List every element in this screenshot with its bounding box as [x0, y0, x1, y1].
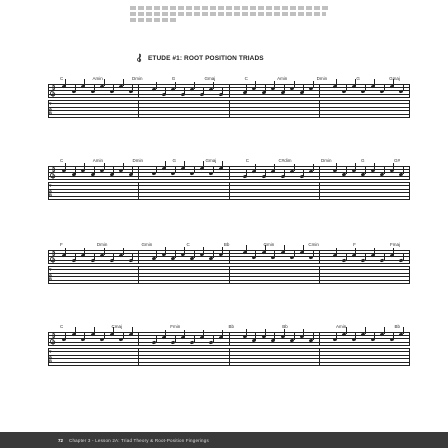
note-stem — [213, 335, 214, 342]
note-stem — [393, 332, 394, 339]
note-stem — [265, 245, 266, 252]
chord-symbol: G — [171, 76, 176, 81]
chord-symbol: Dmin — [96, 242, 108, 247]
tab-clef-letter: A — [49, 271, 52, 277]
chord-symbol: C#dim — [278, 158, 292, 163]
note-stem — [303, 245, 304, 252]
chord-symbol: F — [353, 242, 356, 247]
note-stem — [94, 167, 95, 174]
intro-line — [130, 6, 328, 10]
note-stem — [274, 164, 275, 171]
barline — [229, 166, 230, 180]
note-stem — [313, 164, 314, 171]
music-system — [48, 166, 410, 200]
tab-barline — [409, 100, 410, 118]
tab-clef — [49, 184, 55, 198]
note-stem — [265, 169, 266, 176]
page-number: 72 — [58, 437, 64, 443]
note-stem — [284, 329, 285, 336]
tab-barline — [409, 266, 410, 284]
intro-line — [130, 18, 178, 22]
note-stem — [274, 250, 275, 257]
chord-symbol: Cmin — [308, 242, 319, 247]
tab-barline — [229, 100, 230, 118]
tab-barline — [319, 100, 320, 118]
note-stem — [336, 248, 337, 255]
chord-symbol: Gmaj — [205, 158, 217, 163]
chord-symbol: G — [172, 158, 176, 163]
tab-barline — [48, 348, 49, 366]
tab-clef-letter: A — [49, 105, 52, 111]
barline — [229, 84, 230, 98]
note-stem — [184, 330, 185, 337]
treble-clef-icon — [49, 330, 57, 348]
note-stem — [123, 248, 124, 255]
note-stem — [184, 161, 185, 168]
notation-staff — [48, 250, 410, 264]
note-stem — [65, 332, 66, 339]
note-stem — [104, 79, 105, 86]
note-stem — [294, 333, 295, 340]
treble-clef-icon — [49, 82, 57, 100]
music-system — [48, 250, 410, 284]
note-stem — [175, 82, 176, 89]
note-stem — [355, 79, 356, 86]
note-stem — [175, 166, 176, 173]
tab-clef-letter: A — [49, 187, 52, 193]
note-stem — [384, 327, 385, 334]
tab-barline — [138, 348, 139, 366]
note-stem — [246, 245, 247, 252]
tab-clef-letter: B — [49, 192, 52, 197]
note-stem — [294, 164, 295, 171]
note-stem — [156, 335, 157, 342]
note-stem — [132, 327, 133, 334]
chord-symbol: Dmin — [316, 76, 328, 81]
chord-symbol: Gmaj — [389, 76, 400, 81]
tab-clef-letter: B — [49, 358, 52, 363]
note-stem — [374, 79, 375, 86]
chord-symbol: Amin — [335, 324, 347, 329]
barline — [409, 250, 410, 264]
note-stem — [84, 248, 85, 255]
tab-clef-letter: A — [49, 353, 52, 359]
chord-symbol: G — [356, 76, 360, 81]
note-stem — [156, 166, 157, 173]
note-stem — [374, 332, 375, 339]
chord-symbol: C — [186, 242, 190, 247]
note-stem — [284, 245, 285, 252]
note-stem — [203, 87, 204, 94]
note-stem — [336, 332, 337, 339]
note-stem — [123, 79, 124, 86]
chord-symbol: Amin — [277, 76, 288, 81]
barline — [409, 84, 410, 98]
note-stem — [355, 332, 356, 339]
note-stem — [184, 247, 185, 254]
note-stem — [194, 335, 195, 342]
note-stem — [393, 248, 394, 255]
tab-barline — [319, 348, 320, 366]
notation-staff — [48, 166, 410, 180]
chord-symbol: Dmin — [132, 76, 143, 81]
tab-clef-letter: B — [49, 276, 52, 281]
note-stem — [365, 167, 366, 174]
note-stem — [294, 81, 295, 88]
tab-barline — [409, 348, 410, 366]
note-stem — [384, 167, 385, 174]
tab-clef-letter: T — [49, 183, 52, 188]
treble-clef-icon — [135, 53, 144, 63]
note-stem — [384, 84, 385, 91]
tab-barline — [229, 182, 230, 200]
chord-symbol: Fmin — [170, 324, 181, 329]
note-stem — [84, 332, 85, 339]
barline — [409, 332, 410, 346]
notation-staff — [48, 84, 410, 98]
note-stem — [303, 169, 304, 176]
page-footer — [0, 432, 448, 448]
barline — [319, 166, 320, 180]
note-stem — [303, 85, 304, 92]
note-stem — [94, 253, 95, 260]
chord-symbol: C — [60, 76, 64, 81]
etude-heading — [135, 52, 264, 64]
barline — [138, 84, 139, 98]
chord-symbol: Dmin — [132, 158, 143, 163]
chord-symbol: G# — [393, 158, 400, 163]
note-stem — [274, 333, 275, 340]
note-stem — [165, 247, 166, 254]
note-stem — [403, 253, 404, 260]
note-stem — [284, 85, 285, 92]
note-stem — [156, 251, 157, 258]
note-stem — [132, 253, 133, 260]
chord-symbols-row — [60, 158, 400, 165]
note-stem — [365, 327, 366, 334]
barline — [319, 250, 320, 264]
note-stem — [184, 87, 185, 94]
tab-barline — [138, 266, 139, 284]
note-stem — [403, 167, 404, 174]
note-stem — [336, 79, 337, 86]
note-stem — [313, 81, 314, 88]
note-stem — [403, 327, 404, 334]
note-stem — [75, 167, 76, 174]
note-stem — [222, 247, 223, 254]
note-stem — [104, 248, 105, 255]
tab-barline — [48, 266, 49, 284]
chord-symbol: Bb — [394, 324, 400, 329]
note-stem — [355, 163, 356, 170]
barline — [229, 250, 230, 264]
chord-symbols-row — [60, 76, 400, 83]
tab-barline — [48, 182, 49, 200]
tab-barline — [48, 100, 49, 118]
tab-barline — [138, 100, 139, 118]
tab-clef-letter: T — [49, 349, 52, 354]
chord-symbol: G — [360, 158, 365, 163]
note-stem — [255, 81, 256, 88]
chord-symbol: Gmaj — [204, 76, 216, 81]
tab-clef — [49, 350, 55, 364]
note-stem — [346, 84, 347, 91]
note-stem — [194, 166, 195, 173]
note-stem — [213, 166, 214, 173]
tab-barline — [138, 182, 139, 200]
note-stem — [65, 248, 66, 255]
note-stem — [365, 253, 366, 260]
note-stem — [265, 85, 266, 92]
note-stem — [374, 248, 375, 255]
note-stem — [194, 251, 195, 258]
note-stem — [255, 250, 256, 257]
note-stem — [113, 253, 114, 260]
barline — [138, 332, 139, 346]
chord-symbol: F — [60, 242, 63, 247]
note-stem — [313, 333, 314, 340]
tab-barline — [229, 348, 230, 366]
note-stem — [246, 85, 247, 92]
note-stem — [75, 84, 76, 91]
tab-barline — [319, 266, 320, 284]
treble-clef-icon — [49, 248, 57, 266]
note-stem — [294, 250, 295, 257]
note-stem — [393, 79, 394, 86]
note-stem — [346, 327, 347, 334]
barline — [138, 250, 139, 264]
note-stem — [75, 253, 76, 260]
barline — [48, 332, 49, 346]
treble-clef-icon — [49, 164, 57, 182]
tab-barline — [229, 266, 230, 284]
note-stem — [113, 167, 114, 174]
note-stem — [84, 163, 85, 170]
note-stem — [403, 84, 404, 91]
tab-clef-letter: B — [49, 110, 52, 115]
tab-clef — [49, 268, 55, 282]
note-stem — [255, 333, 256, 340]
note-stem — [213, 82, 214, 89]
note-stem — [113, 327, 114, 334]
chord-symbol: Cmaj — [111, 324, 122, 329]
note-stem — [346, 253, 347, 260]
music-system — [48, 84, 410, 118]
note-stem — [384, 253, 385, 260]
tablature-staff — [48, 182, 410, 200]
music-system — [48, 332, 410, 366]
note-stem — [222, 161, 223, 168]
note-stem — [104, 163, 105, 170]
tab-barline — [319, 182, 320, 200]
tablature-staff — [48, 100, 410, 118]
barline — [48, 250, 49, 264]
chord-symbol: C — [60, 324, 64, 329]
barline — [319, 332, 320, 346]
note-stem — [132, 84, 133, 91]
chord-symbol: Bb — [228, 324, 234, 329]
tab-clef — [49, 102, 55, 116]
chord-symbol: Amin — [92, 158, 103, 163]
note-stem — [313, 250, 314, 257]
note-stem — [65, 79, 66, 86]
chord-symbol: Bb — [282, 324, 288, 329]
note-stem — [393, 163, 394, 170]
tablature-staff — [48, 348, 410, 366]
barline — [138, 166, 139, 180]
note-stem — [84, 79, 85, 86]
note-stem — [222, 87, 223, 94]
barline — [229, 332, 230, 346]
note-stem — [165, 330, 166, 337]
note-stem — [165, 161, 166, 168]
chord-symbol: C — [245, 158, 249, 163]
note-stem — [284, 169, 285, 176]
note-stem — [222, 330, 223, 337]
note-stem — [113, 84, 114, 91]
note-stem — [246, 169, 247, 176]
barline — [48, 166, 49, 180]
note-stem — [194, 82, 195, 89]
chord-symbol: Amin — [92, 76, 103, 81]
note-stem — [374, 163, 375, 170]
note-stem — [203, 247, 204, 254]
tab-clef-letter: T — [49, 101, 52, 106]
note-stem — [355, 248, 356, 255]
note-stem — [274, 81, 275, 88]
note-stem — [265, 329, 266, 336]
note-stem — [156, 82, 157, 89]
note-stem — [123, 332, 124, 339]
intro-paragraph — [130, 6, 330, 24]
chord-symbol: C — [60, 158, 64, 163]
chord-symbol: C — [244, 76, 248, 81]
intro-line — [130, 12, 326, 16]
note-stem — [365, 84, 366, 91]
note-stem — [346, 167, 347, 174]
note-stem — [213, 251, 214, 258]
note-stem — [94, 84, 95, 91]
note-stem — [75, 327, 76, 334]
tablature-staff — [48, 266, 410, 284]
chord-symbol: Fmaj — [389, 242, 400, 247]
note-stem — [303, 329, 304, 336]
notation-staff — [48, 332, 410, 346]
note-stem — [175, 335, 176, 342]
chord-symbol: Gmin — [141, 242, 153, 247]
note-stem — [94, 327, 95, 334]
barline — [319, 84, 320, 98]
etude-title: ETUDE #1: ROOT POSITION TRIADS — [148, 54, 264, 62]
chord-symbol: Dmin — [320, 158, 332, 163]
chord-symbol: Bb — [223, 242, 230, 247]
chord-symbol: Gmin — [263, 242, 275, 247]
note-stem — [65, 163, 66, 170]
tab-clef-letter: T — [49, 267, 52, 272]
note-stem — [132, 167, 133, 174]
note-stem — [123, 163, 124, 170]
chord-symbols-row — [60, 242, 400, 249]
footer-chapter-text: Chapter 3 - Lesson 2A: Triad Theory & Root-Position Fingerings — [69, 437, 209, 443]
note-stem — [165, 87, 166, 94]
note-stem — [255, 164, 256, 171]
note-stem — [246, 329, 247, 336]
chord-symbols-row — [60, 324, 400, 331]
note-stem — [203, 330, 204, 337]
note-stem — [175, 251, 176, 258]
note-stem — [336, 163, 337, 170]
barline — [409, 166, 410, 180]
barline — [48, 84, 49, 98]
tab-barline — [409, 182, 410, 200]
note-stem — [104, 332, 105, 339]
note-stem — [203, 161, 204, 168]
